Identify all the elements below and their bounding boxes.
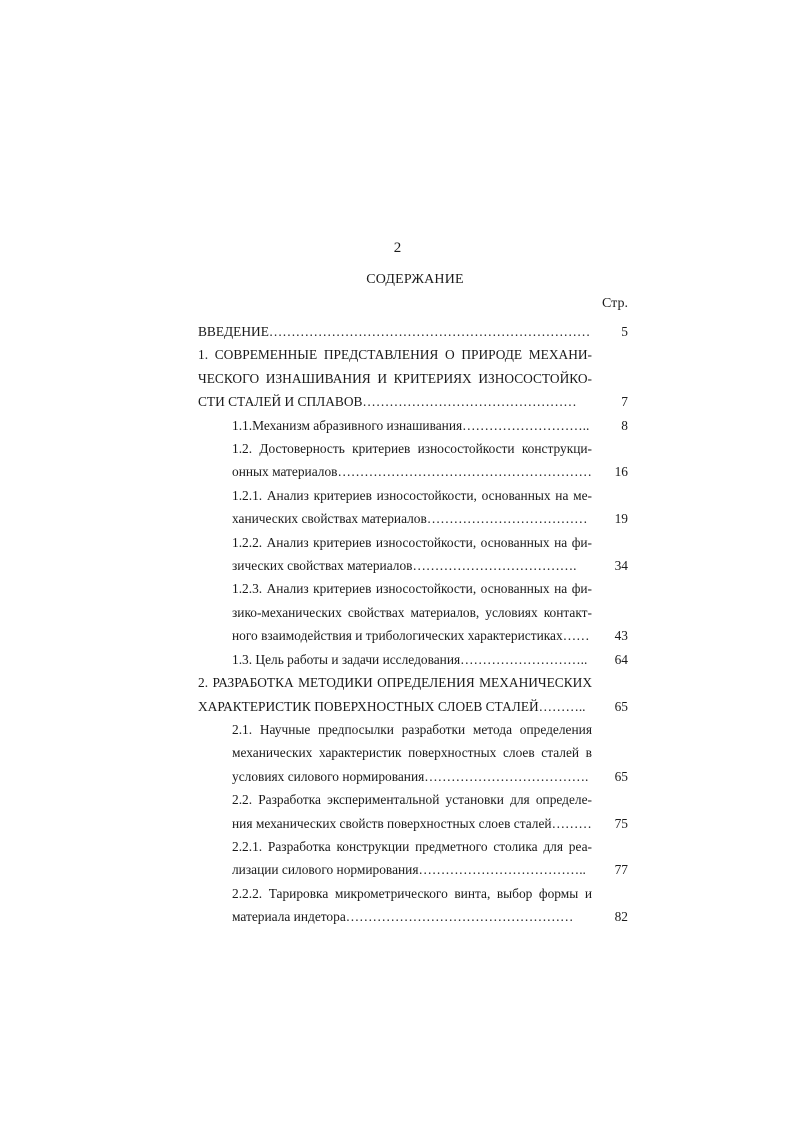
toc-entry-2-2	[198, 788, 630, 835]
toc-entry-text: 1.1.Механизм абразивного изнашивания………………………..	[232, 417, 590, 433]
toc-entry-chapter-2	[198, 671, 630, 718]
toc-entry-introduction	[198, 320, 630, 343]
toc-entry-1-1	[198, 414, 630, 437]
toc-entry-page: 64	[614, 651, 628, 667]
toc-entry-text: 1. СОВРЕМЕННЫЕ ПРЕДСТАВЛЕНИЯ О ПРИРОДЕ МЕХАНИ-ЧЕСКОГО ИЗНАШИВАНИЯ И КРИТЕРИЯХ ИЗНОСОСТОЙКО-СТИ СТАЛЕЙ И СПЛАВОВ…………………………………………	[198, 347, 592, 410]
page-number: 2	[393, 240, 402, 256]
toc-entry-page: 8	[621, 417, 628, 433]
toc-entry-page: 82	[614, 909, 628, 925]
toc-entry-text: ВВЕДЕНИЕ………………………………………………………………	[198, 324, 591, 339]
toc-entry-page: 43	[614, 628, 628, 644]
toc-entry-page: 7	[621, 394, 628, 410]
toc-entry-chapter-1	[198, 343, 630, 413]
toc-entry-page: 5	[621, 324, 628, 339]
toc-entry-text: 2.2.1. Разработка конструкции предметного столика для реа-лизации силового нормирования………………………………..	[232, 838, 592, 878]
toc-entry-1-3	[198, 648, 630, 671]
toc-entry-text: 2.2.2. Тарировка микрометрического винта, выбор формы и материала индетора……………………………………………	[232, 885, 592, 925]
toc-entry-1-2-1	[198, 484, 630, 531]
toc-entry-text: 2.2. Разработка экспериментальной установки для определе-ния механических свойств поверхностных слоев сталей………	[232, 792, 592, 831]
toc-entry-1-2	[198, 437, 630, 484]
page-column-label: Стр.	[602, 296, 628, 311]
toc-entry-2-1	[198, 718, 630, 788]
toc-entry-text: 2.1. Научные предпосылки разработки метода определения механических характеристик поверхностных слоев сталей в условиях силового нормирования……………………………….	[232, 721, 592, 784]
toc-entry-page: 65	[614, 698, 628, 714]
toc-entry-page: 75	[614, 815, 628, 831]
table-of-contents	[198, 320, 630, 929]
toc-entry-page: 19	[614, 511, 628, 527]
toc-heading: СОДЕРЖАНИЕ	[366, 272, 464, 287]
toc-entry-text: 1.2.3. Анализ критериев износостойкости, основанных на фи-зико-механических свойствах материалов, условиях контакт-ного взаимодействия и трибологических характеристиках……	[232, 581, 592, 644]
toc-entry-1-2-3	[198, 577, 630, 647]
toc-entry-text: 1.2.1. Анализ критериев износостойкости, основанных на ме-ханических свойствах материалов………………………………	[232, 487, 592, 527]
toc-entry-text: 1.3. Цель работы и задачи исследования………………………..	[232, 651, 588, 667]
toc-entry-page: 34	[614, 558, 628, 574]
toc-entry-text: 1.2.2. Анализ критериев износостойкости, основанных на фи-зических свойствах материалов……………………………….	[232, 534, 592, 574]
toc-entry-1-2-2	[198, 531, 630, 578]
toc-entry-page: 77	[614, 862, 628, 878]
toc-entry-2-2-1	[198, 835, 630, 882]
toc-entry-text: 1.2. Достоверность критериев износостойкости конструкци-онных материалов…………………………………………………	[232, 441, 592, 480]
toc-entry-text: 2. РАЗРАБОТКА МЕТОДИКИ ОПРЕДЕЛЕНИЯ МЕХАНИЧЕСКИХ ХАРАКТЕРИСТИК ПОВЕРХНОСТНЫХ СЛОЕВ СТАЛЕЙ………..	[198, 675, 592, 714]
toc-entry-2-2-2	[198, 882, 630, 929]
toc-entry-page: 65	[614, 768, 628, 784]
toc-entry-page: 16	[614, 464, 628, 480]
